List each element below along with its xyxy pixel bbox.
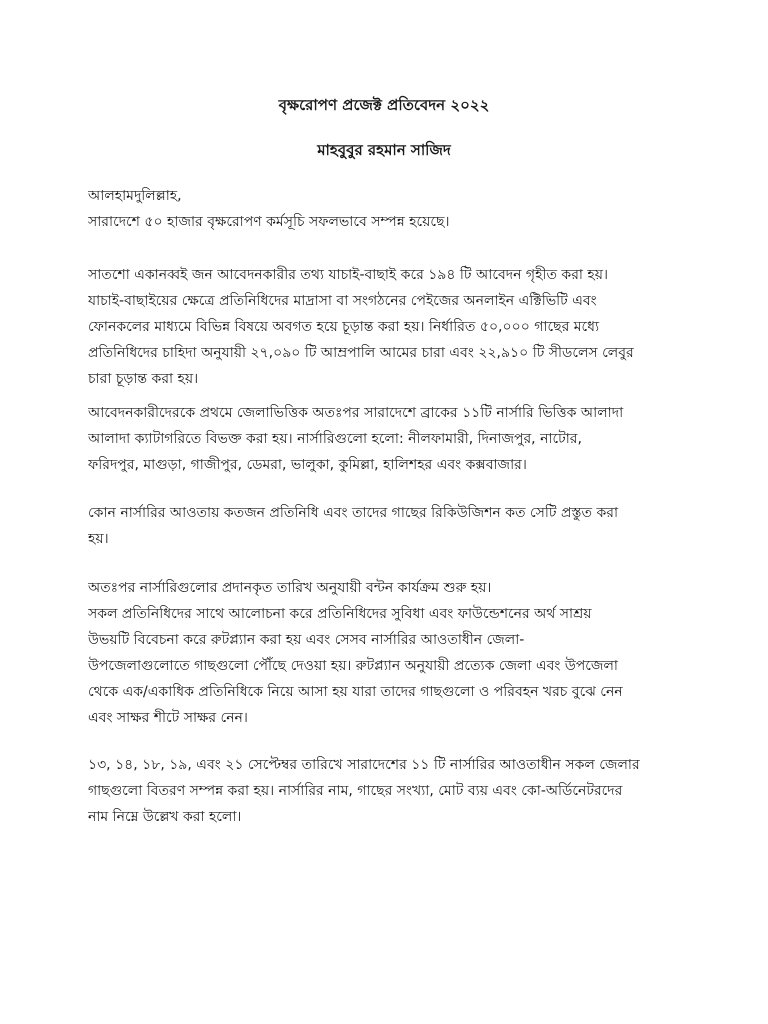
paragraph-line: প্রতিনিধিদের চাহিদা অনুযায়ী ২৭,০৯০ টি আম্রপালি আমের চারা এবং ২২,৯১০ টি সীডলেস লেবুর: [88, 345, 634, 361]
paragraph-nurseries: [88, 400, 688, 478]
paragraph-line: ফরিদপুর, মাগুড়া, গাজীপুর, ডেমরা, ভালুকা, কুমিল্লা, হালিশহর এবং কক্সবাজার।: [88, 457, 527, 473]
paragraph-line: গাছগুলো বিতরণ সম্পন্ন করা হয়। নার্সারির নাম, গাছের সংখ্যা, মোট ব্যয় এবং কো-অর্ডিনেটরদের: [88, 783, 623, 799]
paragraph-line: উপজেলাগুলোতে গাছগুলো পৌঁছে দেওয়া হয়। রুটপ্ল্যান অনুযায়ী প্রত্যেক জেলা এবং উপজেলা: [88, 658, 618, 674]
paragraph-line: আলহামদুলিল্লাহ,: [88, 188, 182, 204]
paragraph-greeting: [88, 183, 688, 235]
paragraph-line: সকল প্রতিনিধিদের সাথে আলোচনা করে প্রতিনিধিদের সুবিধা এবং ফাউন্ডেশনের অর্থ সাশ্রয়: [88, 606, 592, 622]
paragraph-line: হয়।: [88, 531, 109, 547]
paragraph-dates: [88, 752, 688, 830]
paragraph-line: যাচাই-বাছাইয়ের ক্ষেত্রে প্রতিনিধিদের মাদ্রাসা বা সংগঠনের পেইজের অনলাইন এক্টিভিটি এবং: [88, 293, 597, 309]
paragraph-line: অতঃপর নার্সারিগুলোর প্রদানকৃত তারিখ অনুযায়ী বন্টন কার্যক্রম শুরু হয়।: [88, 580, 492, 596]
document-title: বৃক্ষরোপণ প্রজেক্ট প্রতিবেদন ২০২২: [278, 96, 490, 114]
document-author: মাহবুবুর রহমান সাজিদ: [317, 141, 451, 159]
paragraph-requisition: [88, 500, 688, 552]
paragraph-distribution: [88, 575, 688, 731]
paragraph-line: সারাদেশে ৫০ হাজার বৃক্ষরোপণ কর্মসূচি সফলভাবে সম্পন্ন হয়েছে।: [88, 214, 450, 230]
paragraph-line: চারা চূড়ান্ত করা হয়।: [88, 371, 199, 387]
paragraph-line: থেকে এক/একাধিক প্রতিনিধিকে নিয়ে আসা হয় যারা তাদের গাছগুলো ও পরিবহন খরচ বুঝে নেন: [88, 684, 623, 700]
paragraph-line: কোন নার্সারির আওতায় কতজন প্রতিনিধি এবং তাদের গাছের রিকিউজিশন কত সেটি প্রস্তুত করা: [88, 505, 619, 521]
paragraph-line: উভয়টি বিবেচনা করে রুটপ্ল্যান করা হয় এবং সেসব নার্সারির আওতাধীন জেলা-: [88, 632, 525, 648]
paragraph-line: এবং সাক্ষর শীটে সাক্ষর নেন।: [88, 710, 248, 726]
paragraph-line: আবেদনকারীদেরকে প্রথমে জেলাভিত্তিক অতঃপর সারাদেশে ব্রাকের ১১টি নার্সারি ভিত্তিক আলাদা: [88, 405, 624, 421]
paragraph-selection: [88, 262, 688, 392]
paragraph-line: ১৩, ১৪, ১৮, ১৯, এবং ২১ সেপ্টেম্বর তারিখে সারাদেশের ১১ টি নার্সারির আওতাধীন সকল জেলার: [88, 757, 640, 773]
paragraph-line: নাম নিম্নে উল্লেখ করা হলো।: [88, 809, 242, 825]
paragraph-line: আলাদা ক্যাটাগরিতে বিভক্ত করা হয়। নার্সারিগুলো হলো: নীলফামারী, দিনাজপুর, নাটোর,: [88, 431, 582, 447]
paragraph-line: ফোনকলের মাধ্যমে বিভিন্ন বিষয়ে অবগত হয়ে চূড়ান্ত করা হয়। নির্ধারিত ৫০,০০০ গাছের মধ্যে: [88, 319, 600, 335]
paragraph-line: সাতশো একানব্বই জন আবেদনকারীর তথ্য যাচাই-বাছাই করে ১৯৪ টি আবেদন গৃহীত করা হয়।: [88, 267, 609, 283]
